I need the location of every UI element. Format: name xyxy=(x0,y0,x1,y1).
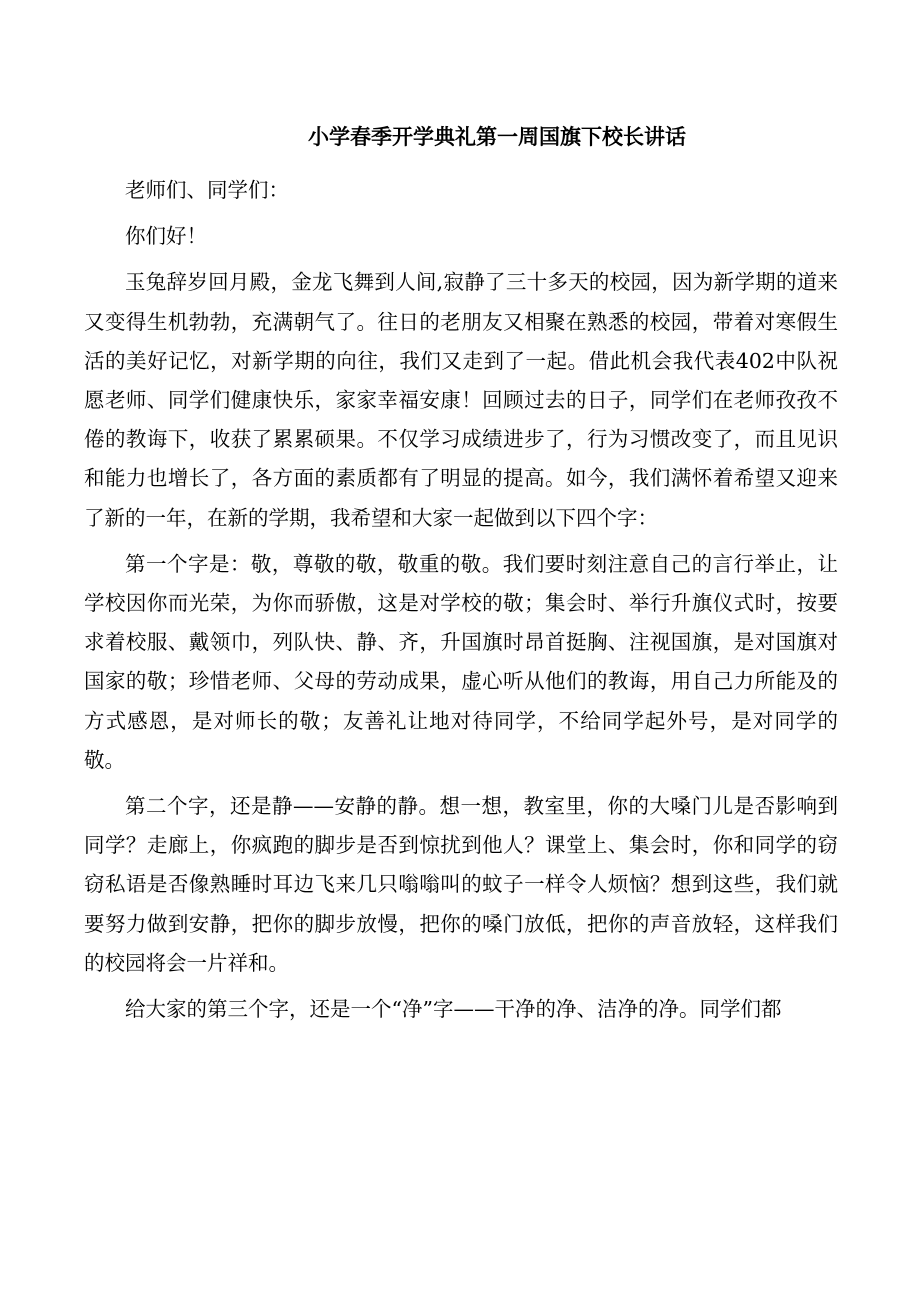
paragraph-third-word: 给大家的第三个字，还是一个“净”字——干净的净、洁净的净。同学们都 xyxy=(125,997,782,1022)
paragraph-second-word: 第二个字，还是静——安静的静。想一想，教室里，你的大嗓门儿是否影响到同学？走廊上，你疯跑的脚步是否到惊扰到他人？课堂上、集会时，你和同学的窃窃私语是否像熟睡时耳边飞来几只嗡嗡叫的蚊子一样令人烦恼？想到这些，我们就要努力做到安静，把你的脚步放慢，把你的嗓门放低，把你的声音放轻，这样我们的校园将会一片祥和。 xyxy=(84,794,838,975)
paragraph-first-word: 第一个字是：敬，尊敬的敬，敬重的敬。我们要时刻注意自己的言行举止，让学校因你而光荣，为你而骄傲，这是对学校的敬；集会时、举行升旗仪式时，按要求着校服、戴领巾，列队快、静、齐，升国旗时昂首挺胸、注视国旗，是对国旗对国家的敬；珍惜老师、父母的劳动成果，虚心听从他们的教诲，用自己力所能及的方式感恩，是对师长的敬；友善礼让地对待同学，不给同学起外号，是对同学的敬。 xyxy=(84,551,838,772)
document-body xyxy=(84,171,838,1036)
paragraph-salutation: 老师们、同学们： xyxy=(125,178,289,202)
paragraph-greeting: 你们好！ xyxy=(125,224,207,249)
document-title: 小学春季开学典礼第一周国旗下校长讲话 xyxy=(308,124,686,149)
paragraph-opening: 玉兔辞岁回月殿，金龙飞舞到人间,寂静了三十多天的校园，因为新学期的道来又变得生机勃勃，充满朝气了。往日的老朋友又相聚在熟悉的校园，带着对寒假生活的美好记忆，对新学期的向往，我们又走到了一起。借此机会我代表402中队祝愿老师、同学们健康快乐，家家幸福安康！回顾过去的日子，同学们在老师孜孜不倦的教诲下，收获了累累硕果。不仅学习成绩进步了，行为习惯改变了，而且见识和能力也增长了，各方面的素质都有了明显的提高。如今，我们满怀着希望又迎来了新的一年，在新的学期，我希望和大家一起做到以下四个字： xyxy=(84,270,838,530)
